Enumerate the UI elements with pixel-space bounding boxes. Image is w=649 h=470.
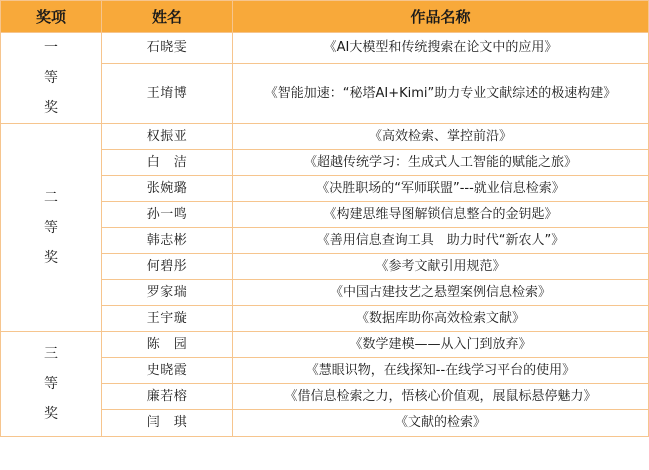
award-char: 奖 — [44, 406, 58, 422]
winner-name: 罗家瑞 — [102, 280, 233, 306]
work-title: 《借信息检索之力，悟核心价值观，展鼠标悬停魅力》 — [233, 384, 649, 410]
winner-name: 韩志彬 — [102, 228, 233, 254]
work-title: 《AI大模型和传统搜索在论文中的应用》 — [233, 33, 649, 64]
work-title: 《超越传统学习：生成式人工智能的赋能之旅》 — [233, 150, 649, 176]
award-cell-third — [1, 332, 102, 437]
header-award: 奖项 — [1, 1, 102, 33]
work-title: 《数据库助你高效检索文献》 — [233, 306, 649, 332]
work-title: 《中国古建技艺之悬塑案例信息检索》 — [233, 280, 649, 306]
award-char: 奖 — [44, 100, 58, 116]
award-char: 等 — [44, 70, 58, 86]
winner-name: 王堉博 — [102, 64, 233, 124]
header-work: 作品名称 — [233, 1, 649, 33]
header-row — [1, 1, 649, 33]
winner-name: 王宇璇 — [102, 306, 233, 332]
winner-name: 石晓雯 — [102, 33, 233, 64]
table-row — [1, 332, 649, 358]
work-title: 《善用信息查询工具 助力时代“新农人”》 — [233, 228, 649, 254]
winner-name: 陈 园 — [102, 332, 233, 358]
work-title: 《文献的检索》 — [233, 410, 649, 437]
award-cell-first — [1, 33, 102, 124]
winner-name: 史晓霞 — [102, 358, 233, 384]
table-row — [1, 33, 649, 64]
winner-name: 闫 琪 — [102, 410, 233, 437]
work-title: 《数学建模——从入门到放弃》 — [233, 332, 649, 358]
winner-name: 白 洁 — [102, 150, 233, 176]
work-title: 《高效检索、掌控前沿》 — [233, 124, 649, 150]
winner-name: 权振亚 — [102, 124, 233, 150]
award-cell-second — [1, 124, 102, 332]
winner-name: 张婉璐 — [102, 176, 233, 202]
winner-name: 廉若榕 — [102, 384, 233, 410]
table-row — [1, 124, 649, 150]
award-char: 等 — [44, 376, 58, 392]
award-char: 一 — [44, 40, 58, 56]
award-char: 奖 — [44, 249, 58, 266]
award-char: 二 — [44, 189, 58, 206]
winner-name: 何碧彤 — [102, 254, 233, 280]
award-char: 三 — [44, 346, 58, 362]
work-title: 《智能加速：“秘塔AI+Kimi”助力专业文献综述的极速构建》 — [233, 64, 649, 124]
award-char: 等 — [44, 219, 58, 236]
winner-name: 孙一鸣 — [102, 202, 233, 228]
work-title: 《慧眼识物，在线探知--在线学习平台的使用》 — [233, 358, 649, 384]
work-title: 《参考文献引用规范》 — [233, 254, 649, 280]
work-title: 《决胜职场的“军师联盟”---就业信息检索》 — [233, 176, 649, 202]
work-title: 《构建思维导图解锁信息整合的金钥匙》 — [233, 202, 649, 228]
header-name: 姓名 — [102, 1, 233, 33]
